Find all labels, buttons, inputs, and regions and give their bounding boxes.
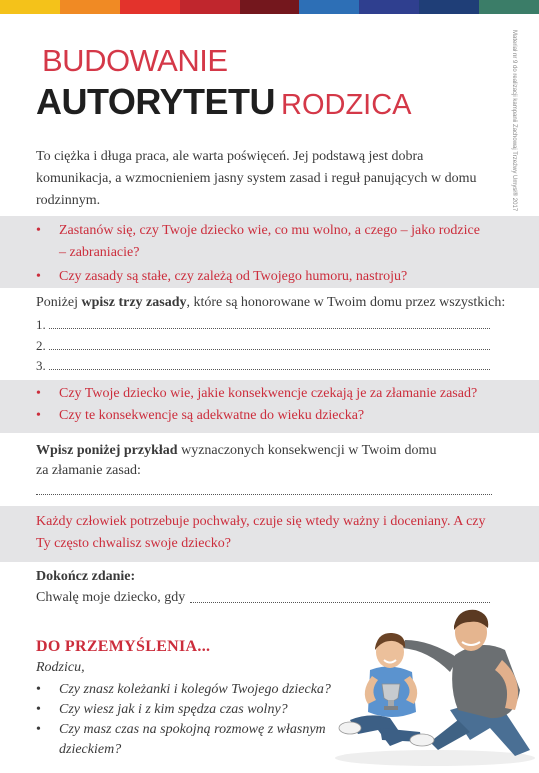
band2-item: • Czy te konsekwencje są adekwatne do wieku dziecka? — [36, 405, 489, 427]
father-son-illustration — [330, 600, 539, 768]
rule-line-3[interactable] — [49, 369, 490, 370]
rule-number-2: 2. — [36, 338, 46, 353]
title-sub: RODZICA — [281, 89, 412, 121]
color-stripe-segment — [120, 0, 180, 14]
intro-paragraph: To ciężka i długa praca, ale warta poświęceń. Jej podstawą jest dobra komunikacja, a wzmocnieniem jasny system zasad i reguł panujących w domu rodzinnym. — [36, 149, 477, 208]
color-stripe-segment — [240, 0, 300, 14]
consequences-line-2: za złamanie zasad: — [36, 463, 141, 478]
reflect-heading: DO PRZEMYŚLENIA... — [36, 638, 211, 655]
consequences-answer-line[interactable] — [36, 494, 492, 495]
consequences-suffix: wyznaczonych konsekwencji w Twoim domu — [177, 443, 437, 458]
father-son-photo — [330, 600, 539, 768]
color-stripe-segment — [419, 0, 479, 14]
rule-line-1[interactable] — [49, 328, 490, 329]
color-stripe-segment — [479, 0, 539, 14]
rule-number-1: 1. — [36, 317, 46, 332]
reflect-item: • Czy wiesz jak i z kim spędza czas wolny? — [36, 700, 366, 720]
reflect-list — [36, 680, 366, 760]
color-stripe-segment — [60, 0, 120, 14]
question-band-2 — [0, 380, 539, 433]
band2-item: • Czy Twoje dziecko wie, jakie konsekwencje czekają je za złamanie zasad? — [36, 383, 489, 405]
color-stripe-segment — [0, 0, 60, 14]
title-line-1: BUDOWANIE — [42, 43, 228, 78]
rule-line-2[interactable] — [49, 349, 490, 350]
color-stripe-bar — [0, 0, 539, 14]
color-stripe-segment — [299, 0, 359, 14]
color-stripe-segment — [359, 0, 419, 14]
praise-band — [0, 506, 539, 562]
praise-text: Każdy człowiek potrzebuje pochwały, czuje się wtedy ważny i doceniany. A czy Ty często chwalisz swoje dziecko? — [36, 514, 486, 551]
finish-prompt: Chwalę moje dziecko, gdy — [36, 590, 186, 605]
rules-bold: wpisz trzy zasady — [81, 295, 187, 310]
finish-heading: Dokończ zdanie: — [36, 569, 136, 584]
band1-item: • Czy zasady są stałe, czy zależą od Twojego humoru, nastroju? — [36, 266, 489, 288]
rules-prefix: Poniżej — [36, 295, 82, 310]
reflect-item: • Czy masz czas na spokojną rozmowę z własnym dzieckiem? — [36, 720, 366, 760]
rules-instruction — [36, 292, 506, 314]
reflect-item: • Czy znasz koleżanki i kolegów Twojego dziecka? — [36, 680, 366, 700]
side-note-text: Materiał nr 9 do realizacji kampanii Zachowaj Trzeźwy Umysł® 2017 — [511, 30, 517, 212]
color-stripe-segment — [180, 0, 240, 14]
reflect-address: Rodzicu, — [36, 660, 85, 675]
title-line-2 — [36, 82, 412, 130]
question-band-1 — [0, 216, 539, 288]
band1-item: • Zastanów się, czy Twoje dziecko wie, co mu wolno, a czego – jako rodzice – zabraniacie? — [36, 220, 489, 264]
consequences-instruction — [36, 440, 506, 462]
title-main: AUTORYTETU — [36, 81, 276, 122]
rule-number-3: 3. — [36, 358, 46, 373]
rules-suffix: , które są honorowane w Twoim domu przez wszystkich: — [186, 295, 506, 310]
consequences-bold: Wpisz poniżej przykład — [36, 443, 178, 458]
